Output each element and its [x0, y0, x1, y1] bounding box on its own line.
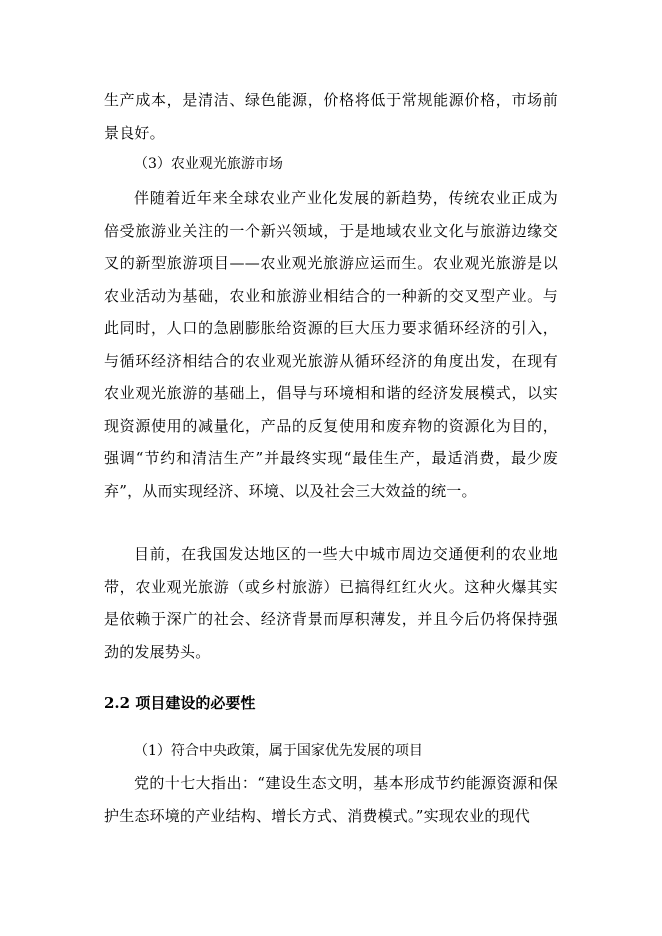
subheading-tourism-market: （3）农业观光旅游市场	[134, 156, 283, 172]
policy-paragraph: 党的十七大指出：“建设生态文明，基本形成节约能源资源和保护生态环境的产业结构、增长方式、消费模式。”实现农业的现代	[104, 774, 558, 825]
tourism-paragraph-2: 目前，在我国发达地区的一些大中城市周边交通便利的农业地带，农业观光旅游（或乡村旅游）已搞得红红火火。这种火爆其实是依赖于深广的社会、经济背景而厚积薄发，并且今后仍将保持强劲的发展势头。	[104, 545, 558, 661]
intro-paragraph: 生产成本，是清洁、绿色能源，价格将低于常规能源价格，市场前景良好。	[104, 91, 558, 142]
tourism-paragraph-1: 伴随着近年来全球农业产业化发展的新趋势，传统农业正成为倍受旅游业关注的一个新兴领域，于是地域农业文化与旅游边缘交叉的新型旅游项目——农业观光旅游应运而生。农业观光旅游是以农业活动为基础，农业和旅游业相结合的一种新的交叉型产业。与此同时，人口的急剧膨胀给资源的巨大压力要求循环经济的引入，与循环经济相结合的农业观光旅游从循环经济的角度出发，在现有农业观光旅游的基础上，倡导与环境相和谐的经济发展模式，以实现资源使用的减量化，产品的反复使用和废弃物的资源化为目的，强调“节约和清洁生产”并最终实现“最佳生产，最适消费，最少废弃”，从而实现经济、环境、以及社会三大效益的统一。	[104, 189, 558, 500]
section-heading-necessity: 2.2 项目建设的必要性	[104, 694, 256, 712]
subheading-central-policy: （1）符合中央政策，属于国家优先发展的项目	[134, 743, 423, 759]
